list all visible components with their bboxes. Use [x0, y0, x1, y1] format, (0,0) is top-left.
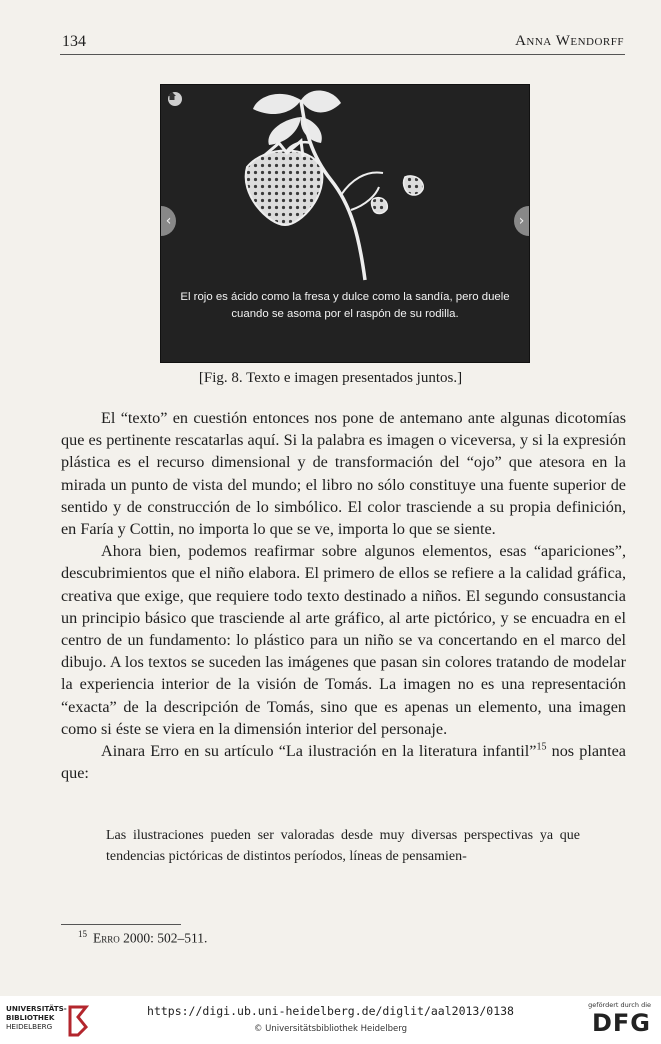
paragraph-3-end: nos plantea que:: [61, 742, 626, 783]
running-head: Anna Wendorff: [515, 33, 624, 49]
dfg-funding-text: gefördert durch die: [588, 1001, 651, 1009]
paragraph-2: Ahora bien, podemos reafirmar sobre algunos elementos, esas “apariciones”, descubrimientos que el niño elabora. El primero de ellos se refiere a la calidad gráfica, creativa que exige, que requiere todo texto destinado a niños. El segundo consustancia un principio básico que trasciende al arte gráfico, al arte pictórico, y se encuadra en el centro de un fundamento: lo plástico para un niño se va concertando en el marco del dibujo. A los textos se suceden las imágenes que pasan sin colores tratando de modelar la experiencia interior de la visión de Tomás. La imagen no es una representación “exacta” de la descripción de Tomás, sino que es apenas un elemento, una imagen como si éste se viera en la dimensión interior del personaje.: [61, 542, 626, 738]
arrow-left-icon[interactable]: ‹: [161, 206, 176, 236]
figure-image-text: [161, 289, 529, 323]
footnote-citation: 2000: 502–511.: [119, 930, 208, 946]
paragraph-3: [61, 740, 626, 784]
uni-logo-line1: UNIVERSITÄTS-: [6, 1004, 67, 1013]
footnote-author: Erro: [93, 930, 120, 946]
figure-image: [160, 84, 530, 363]
paragraph-3-start: Ainara Erro en su artículo “La ilustración en la literatura infantil”: [101, 742, 537, 761]
uni-logo-line3: HEIDELBERG: [6, 1022, 53, 1031]
block-quote: [106, 825, 580, 867]
arrow-right-icon[interactable]: ›: [514, 206, 529, 236]
paragraph-1: El “texto” en cuestión entonces nos pone de antemano ante algunas dicotomías que es pertinente rescatarlas aquí. Si la palabra es imagen o viceversa, y si la expresión plástica es el recurso dimensional y de transformación del “ojo” que atesora en la mirada un punto de vista del mundo; el libro no sólo constituye una fuente superior de sentido y de construcción de lo simbólico. El color trasciende a su propia definición, en Faría y Cottin, no importa lo que se ve, importa lo que se siente.: [61, 409, 626, 539]
page-url[interactable]: https://digi.ub.uni-heidelberg.de/diglit/aal2013/0138: [147, 1004, 514, 1018]
home-icon[interactable]: [168, 92, 182, 106]
figure-caption: [Fig. 8. Texto e imagen presentados juntos.]: [198, 370, 463, 386]
dfg-logo[interactable]: DFG: [591, 1009, 651, 1037]
page-number: 134: [62, 33, 86, 50]
footnote-rule: [61, 924, 181, 925]
header-rule: [60, 54, 625, 55]
footnote-ref[interactable]: 15: [536, 741, 547, 753]
body-text: [61, 407, 626, 784]
footnote: [78, 929, 207, 947]
footnote-number: 15: [78, 929, 87, 939]
uni-logo-line2: BIBLIOTHEK: [6, 1013, 55, 1022]
figure-image-text-line1: El rojo es ácido como la fresa y dulce como la sandía, pero duele: [180, 291, 510, 303]
copyright-text: © Universitätsbibliothek Heidelberg: [253, 1024, 407, 1034]
bottom-bar: [0, 996, 661, 1044]
figure-image-text-line2: cuando se asoma por el raspón de su rodilla.: [231, 308, 459, 320]
block-quote-text: Las ilustraciones pueden ser valoradas desde muy diversas perspectivas ya que tendencias pictóricas de distintos períodos, líneas de pensamien-: [106, 828, 580, 864]
